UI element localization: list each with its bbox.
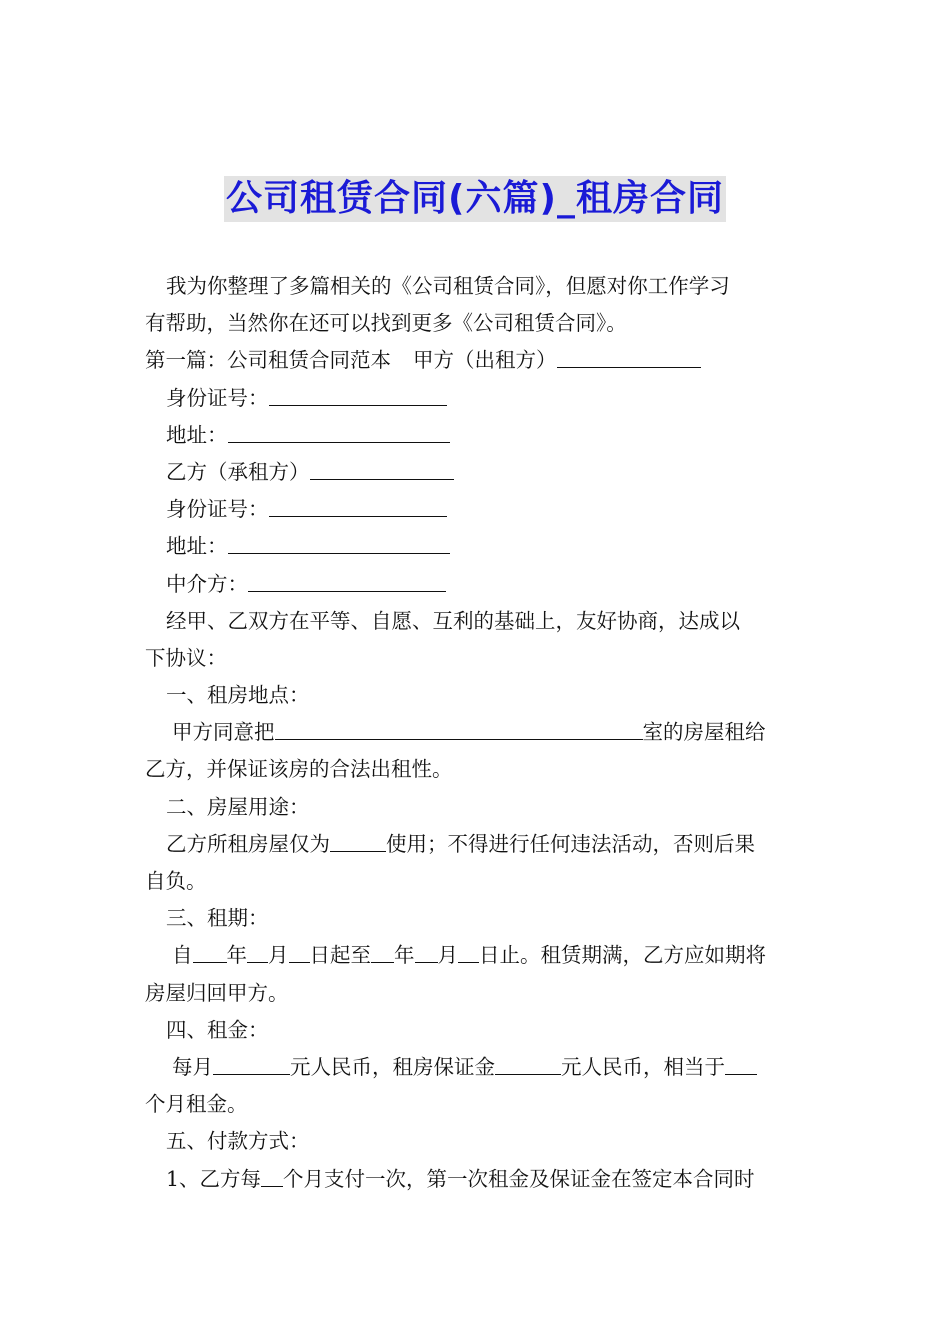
party-a-blank [557,342,701,368]
party-a-address-label: 地址： [166,422,228,447]
deposit-blank [495,1049,561,1075]
section-1-pre: 甲方同意把 [172,720,275,745]
section-3-heading: 三、租期： [166,906,269,931]
year-label: 年 [226,943,247,968]
party-b-address-blank [228,528,450,554]
from-label: 自 [172,943,193,968]
party-a-id-blank [269,380,447,406]
end-day-blank [458,937,479,963]
party-b-label: 乙方（承租方） [166,459,310,484]
equivalent-label: 元人民币，相当于 [561,1054,725,1079]
section-3-line-1 [145,937,810,974]
party-a-id-line [145,380,810,417]
section-3-line-2: 房屋归回甲方。 [145,980,289,1005]
intro-line-2: 有帮助，当然你在还可以找到更多《公司租赁合同》。 [145,311,627,336]
party-a-id-label: 身份证号： [166,385,269,410]
party-b-id-line [145,491,810,528]
agent-blank [248,566,446,592]
end-year-blank [371,937,394,963]
party-b-address-line [145,528,810,565]
monthly-label: 每月 [172,1054,213,1079]
document-title: 公司租赁合同(六篇)_租房合同 [224,176,726,222]
party-a-address-blank [228,417,450,443]
month-label: 月 [268,943,289,968]
document-body [145,268,810,1198]
payment-post: 个月支付一次，第一次租金及保证金在签定本合同时 [283,1166,755,1191]
first-section-heading: 第一篇：公司租赁合同范本 [145,348,391,373]
party-b-id-label: 身份证号： [166,497,269,522]
section-4-line-2: 个月租金。 [145,1092,248,1117]
start-year-blank [193,937,227,963]
agreement-line-1: 经甲、乙双方在平等、自愿、互利的基础上，友好协商，达成以 [166,608,740,633]
to-label: 日起至 [309,943,371,968]
first-section-line [145,342,810,379]
party-b-blank [310,454,454,480]
section-4-line-1 [145,1049,810,1086]
agent-line [145,566,810,603]
section-2-line-1 [145,826,810,863]
party-b-address-label: 地址： [166,534,228,559]
deposit-label: 元人民币，租房保证金 [290,1054,495,1079]
end-month-blank [415,937,438,963]
agent-label: 中介方： [166,571,248,596]
location-blank [275,714,643,740]
section-5-heading: 五、付款方式： [166,1129,310,1154]
monthly-rent-blank [213,1049,290,1075]
month-label-2: 月 [437,943,458,968]
payment-interval-blank [261,1161,283,1187]
section-2-line-2: 自负。 [145,869,207,893]
start-day-blank [289,937,310,963]
party-b-line [145,454,810,491]
section-1-post: 室的房屋租给 [642,720,766,745]
title-wrap [0,176,950,222]
usage-blank [330,826,386,852]
start-month-blank [247,937,268,963]
section-1-line-2: 乙方，并保证该房的合法出租性。 [145,757,453,782]
section-1-line-1 [145,714,810,751]
party-a-label: 甲方（出租方） [413,348,557,373]
section-3-tail: 日止。租赁期满，乙方应如期将 [479,943,766,968]
section-2-post: 使用；不得进行任何违法活动，否则后果 [386,831,755,856]
payment-pre: 1、乙方每 [166,1166,262,1191]
intro-line-1: 我为你整理了多篇相关的《公司租赁合同》，但愿对你工作学习 [166,274,730,298]
section-1-heading: 一、租房地点： [166,683,310,708]
section-4-heading: 四、租金： [166,1017,269,1042]
agreement-line-2: 下协议： [145,645,227,670]
section-2-heading: 二、房屋用途： [166,794,310,819]
months-blank [725,1049,757,1075]
party-a-address-line [145,417,810,454]
party-b-id-blank [269,491,447,517]
section-5-line-1 [145,1161,810,1198]
section-2-pre: 乙方所租房屋仅为 [166,831,330,856]
year-label-2: 年 [394,943,415,968]
